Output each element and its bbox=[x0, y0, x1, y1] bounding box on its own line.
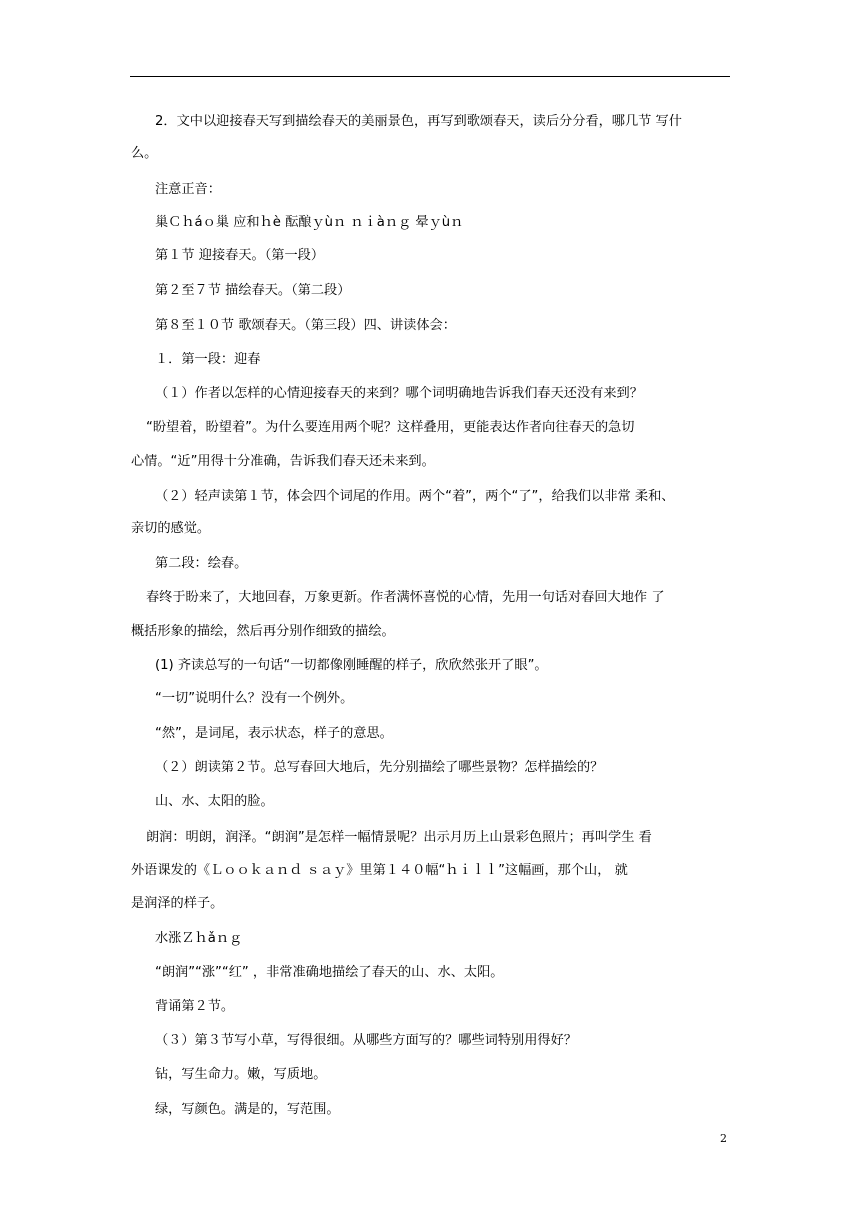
text-line: （２）朗读第２节。总写春回大地后，先分别描绘了哪些景物？怎样描绘的？ bbox=[155, 760, 604, 775]
text-line: （１）作者以怎样的心情迎接春天的来到？哪个词明确地告诉我们春天还没有来到？ bbox=[155, 386, 643, 401]
text-line: 概括形象的描绘，然后再分别作细致的描绘。 bbox=[131, 624, 395, 639]
text-line: （３）第３节写小草，写得很细。从哪些方面写的？哪些词特别用得好？ bbox=[155, 1033, 577, 1048]
text-line: 背诵第２节。 bbox=[155, 999, 235, 1014]
text-line: 朗润：明朗，润泽。“朗润”是怎样一幅情景呢？出示月历上山景彩色照片；再叫学生 看 bbox=[146, 830, 652, 845]
page-number: 2 bbox=[720, 1132, 727, 1145]
text-line: 么。 bbox=[131, 146, 158, 161]
text-line: (1) 齐读总写的一句话“一切都像刚睡醒的样子，欣欣然张开了眼”。 bbox=[155, 658, 548, 673]
text-line: １．第一段：迎春 bbox=[155, 352, 261, 367]
text-line: “盼望着，盼望着”。为什么要连用两个呢？这样叠用，更能表达作者向往春天的急切 bbox=[146, 420, 635, 435]
text-line: 第二段：绘春。 bbox=[155, 556, 248, 571]
text-line: 是润泽的样子。 bbox=[131, 896, 224, 911]
text-line: 绿，写颜色。满是的，写范围。 bbox=[155, 1102, 340, 1117]
text-line: 心情。“近”用得十分准确，告诉我们春天还未来到。 bbox=[131, 454, 435, 469]
text-line: 外语课发的《Ｌｏｏｋａｎｄ ｓａｙ》里第１４０幅“ｈｉｌｌ”这幅画，那个山， 就 bbox=[131, 863, 628, 878]
text-line: 春终于盼来了，大地回春，万象更新。作者满怀喜悦的心情，先用一句话对春回大地作 了 bbox=[146, 590, 665, 605]
text-line: 第１节 迎接春天。（第一段） bbox=[155, 248, 325, 263]
text-line: 第２至７节 描绘春天。（第二段） bbox=[155, 283, 351, 298]
text-line: （２）轻声读第１节，体会四个词尾的作用。两个“着”，两个“了”，给我们以非常 柔和、 bbox=[155, 489, 675, 504]
text-line: 第８至１０节 歌颂春天。（第三段）四、讲读体会： bbox=[155, 318, 456, 333]
text-line: “朗润”“涨”“红” ，非常准确地描绘了春天的山、水、太阳。 bbox=[155, 965, 504, 980]
header-rule bbox=[130, 76, 730, 77]
text-line: 山、水、太阳的脸。 bbox=[155, 794, 274, 809]
text-line: “然”，是词尾，表示状态，样子的意思。 bbox=[155, 726, 393, 741]
text-line: 巢Ｃｈáｏ巢 应和ｈè 酝酿ｙùｎ ｎｉàｎｇ 晕ｙùｎ bbox=[155, 215, 464, 230]
text-line: 钻，写生命力。嫩，写质地。 bbox=[155, 1067, 327, 1082]
text-line: 水涨Ｚｈǎｎｇ bbox=[155, 931, 243, 946]
text-line: “一切”说明什么？没有一个例外。 bbox=[155, 691, 354, 706]
text-line: 注意正音： bbox=[155, 182, 221, 197]
text-line: 2．文中以迎接春天写到描绘春天的美丽景色，再写到歌颂春天，读后分分看，哪几节 写什 bbox=[155, 114, 682, 129]
text-line: 亲切的感觉。 bbox=[131, 521, 211, 536]
